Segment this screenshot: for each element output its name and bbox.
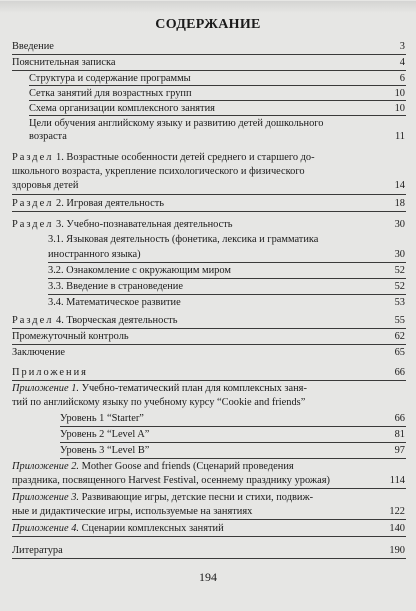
toc-entry-text: 3.3. Введение в страноведение xyxy=(48,281,183,292)
bleed-through-text xyxy=(0,1,416,13)
toc-entry-text-continued: иностранного языка) xyxy=(48,249,141,260)
toc-entry xyxy=(0,197,416,212)
divider xyxy=(48,278,406,279)
toc-entry-text: Сетка занятий для возрастных групп xyxy=(29,88,192,99)
toc-entry xyxy=(0,233,416,263)
section-label: Раздел xyxy=(12,152,54,163)
toc-entry-text-continued: школьного возраста, укрепление психологического и физического xyxy=(12,166,305,177)
toc-entry-page: 122 xyxy=(389,506,405,517)
divider xyxy=(12,70,406,71)
toc-entry-text-continued: тий по английскому языку по учебному курсу “Cookie and friends” xyxy=(12,397,306,408)
toc-entry-text: 3.2. Ознакомление с окружающим миром xyxy=(48,265,231,276)
toc-entry-text: Введение xyxy=(12,41,54,52)
toc-entry-page: 190 xyxy=(389,545,405,556)
appendix-label: Приложение 2. xyxy=(12,461,79,472)
toc-entry xyxy=(0,102,416,116)
toc-entry-page: 62 xyxy=(394,331,405,342)
toc-entry xyxy=(0,428,416,443)
appendix-title: Сценарии комплексных занятий xyxy=(78,523,224,534)
toc-entry-page: 18 xyxy=(394,198,405,209)
divider xyxy=(60,458,406,459)
toc-entry-page: 66 xyxy=(394,367,405,378)
toc-entry xyxy=(0,40,416,55)
section-title: 1. Возрастные особенности детей среднего и старшего до- xyxy=(53,152,315,163)
toc-entry-text: Заключение xyxy=(12,347,65,358)
toc-entry xyxy=(0,87,416,101)
toc-entry-text: Структура и содержание программы xyxy=(29,73,191,84)
toc-entry-page: 140 xyxy=(389,523,405,534)
divider xyxy=(29,85,406,86)
section-label: Раздел xyxy=(12,315,54,326)
toc-entry-text xyxy=(12,151,315,164)
divider xyxy=(12,536,406,537)
toc-entry xyxy=(0,412,416,427)
divider xyxy=(12,211,406,212)
toc-entry-text: Промежуточный контроль xyxy=(12,331,129,342)
toc-entry xyxy=(0,72,416,86)
toc-entry-page: 11 xyxy=(394,131,405,142)
section-label: Раздел xyxy=(12,198,54,209)
toc-entry-text xyxy=(12,314,177,327)
toc-entry-page: 30 xyxy=(394,219,405,230)
toc-entry xyxy=(0,366,416,381)
toc-entry xyxy=(0,330,416,345)
toc-entry-text xyxy=(12,491,313,504)
toc-entry xyxy=(0,346,416,361)
toc-entry-page: 52 xyxy=(394,281,405,292)
divider xyxy=(12,519,406,520)
appendix-title: Mother Goose and friends (Сценарий проведения xyxy=(78,461,294,472)
page-number: 194 xyxy=(199,570,217,584)
toc-entry-page: 97 xyxy=(394,445,405,456)
toc-entry-text xyxy=(12,218,233,231)
toc-entry-page: 3 xyxy=(399,41,405,52)
appendix-title: Учебно-тематический план для комплексных заня- xyxy=(78,383,307,394)
toc-entry-text: Схема организации комплексного занятия xyxy=(29,103,215,114)
divider xyxy=(29,100,406,101)
toc-entry xyxy=(0,264,416,279)
toc-entry xyxy=(0,491,416,520)
appendix-label: Приложение 4. xyxy=(12,523,79,534)
toc-entry-text: Уровень 1 “Starter” xyxy=(60,413,144,424)
toc-entry xyxy=(0,218,416,232)
toc-entry xyxy=(0,296,416,311)
divider xyxy=(12,344,406,345)
divider xyxy=(12,380,406,381)
toc-entry-text xyxy=(12,197,164,210)
toc-entry-text: 3.1. Языковая деятельность (фонетика, лексика и грамматика xyxy=(48,234,319,245)
toc-entry-text: Приложения xyxy=(12,367,88,378)
toc-entry-text xyxy=(12,460,294,473)
divider xyxy=(12,194,406,195)
toc-entry-page: 4 xyxy=(399,57,405,68)
toc-entry-page: 30 xyxy=(394,249,405,260)
toc-entry-page: 10 xyxy=(394,103,405,114)
section-title: 4. Творческая деятельность xyxy=(53,315,178,326)
page-title: СОДЕРЖАНИЕ xyxy=(155,17,261,32)
divider xyxy=(12,488,406,489)
toc-entry-text: Пояснительная записка xyxy=(12,57,116,68)
toc-entry-text xyxy=(12,382,307,395)
toc-entry xyxy=(0,151,416,195)
toc-entry-page: 114 xyxy=(389,475,405,486)
toc-entry-text: Литература xyxy=(12,545,63,556)
divider xyxy=(60,426,406,427)
divider xyxy=(48,294,406,295)
toc-entry-text: Цели обучения английскому языку и развитию детей дошкольного xyxy=(29,118,324,129)
toc-entry-page: 53 xyxy=(394,297,405,308)
divider xyxy=(12,328,406,329)
toc-entry-text: Уровень 3 “Level B” xyxy=(60,445,150,456)
toc-entry-text: Уровень 2 “Level A” xyxy=(60,429,150,440)
toc-entry xyxy=(0,382,416,410)
toc-entry xyxy=(0,460,416,489)
section-title: 3. Учебно-познавательная деятельность xyxy=(53,219,233,230)
toc-entry xyxy=(0,544,416,559)
toc-entry xyxy=(0,444,416,459)
toc-entry-page: 81 xyxy=(394,429,405,440)
toc-entry-text-continued: здоровья детей xyxy=(12,180,79,191)
toc-entry xyxy=(0,280,416,295)
toc-entry-page: 52 xyxy=(394,265,405,276)
toc-entry-page: 14 xyxy=(394,180,405,191)
toc-entry xyxy=(0,117,416,145)
section-title: 2. Игровая деятельность xyxy=(53,198,164,209)
toc-entry-page: 66 xyxy=(394,413,405,424)
toc-entry xyxy=(0,314,416,329)
toc-entry-text-continued: праздника, посвященного Harvest Festival, осеннему празднику урожая) xyxy=(12,475,330,486)
toc-entry xyxy=(0,56,416,71)
appendix-label: Приложение 3. xyxy=(12,492,79,503)
toc-entry-page: 55 xyxy=(394,315,405,326)
toc-entry-page: 10 xyxy=(394,88,405,99)
toc-entry-page: 65 xyxy=(394,347,405,358)
toc-entry-text: 3.4. Математическое развитие xyxy=(48,297,181,308)
toc-entry-page: 6 xyxy=(399,73,405,84)
toc-entry-text xyxy=(12,522,224,535)
appendix-title: Развивающие игры, детские песни и стихи, подвиж- xyxy=(78,492,314,503)
appendix-label: Приложение 1. xyxy=(12,383,79,394)
toc-entry-text-continued: возраста xyxy=(29,131,67,142)
section-label: Раздел xyxy=(12,219,54,230)
divider xyxy=(12,54,406,55)
toc-entry xyxy=(0,522,416,537)
divider xyxy=(12,558,406,559)
divider xyxy=(60,442,406,443)
toc-entry-text-continued: ные и дидактические игры, используемые на занятиях xyxy=(12,506,253,517)
divider xyxy=(48,262,406,263)
divider xyxy=(29,115,406,116)
